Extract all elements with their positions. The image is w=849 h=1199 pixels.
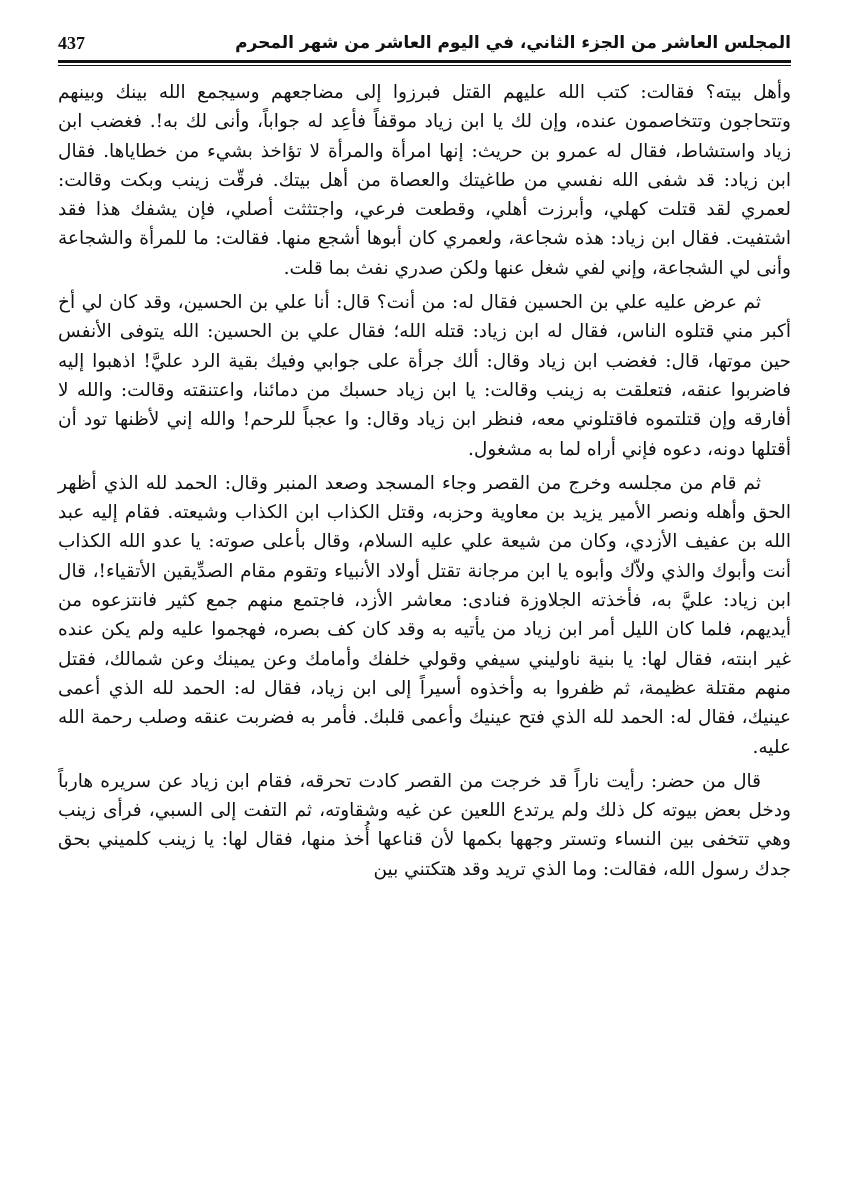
paragraph: ثم قام من مجلسه وخرج من القصر وجاء المسجد وصعد المنبر وقال: الحمد لله الذي أظهر الحق وأهله ونصر الأمير يزيد بن معاوية وحزبه، وقتل الكذاب ابن الكذاب وشيعته. فقام إليه عبد الله بن عفيف الأزدي، وكان من شيعة علي عليه السلام، وقال بأعلى صوته: يا عدو الله الكذاب أنت وأبوك والذي ولاّك وأبوه يا ابن مرجانة تقتل أولاد الأنبياء وتقوم مقام الصدِّيقين الأتقياء!، قال ابن زياد: عليَّ به، فأخذته الجلاوزة فنادى: معاشر الأزد، فاجتمع منهم جمع كثير فانتزعوه من أيديهم، فلما كان الليل أمر ابن زياد من يأتيه به وقد كان كف بصره، فهجموا عليه ولم يكن عنده غير ابنته، فقال لها: يا بنية ناوليني سيفي وقولي خلفك وأمامك وعن يمينك وعن شمالك، فقتل منهم مقتلة عظيمة، ثم ظفروا به وأخذوه أسيراً إلى ابن زياد، فقال له: الحمد لله الذي أعمى عينيك، فقال له: الحمد لله الذي فتح عينيك وأعمى قلبك. فأمر به فضربت عنقه وصلب رحمة الله عليه. bbox=[58, 472, 791, 758]
header-title: المجلس العاشر من الجزء الثاني، في اليوم العاشر من شهر المحرم bbox=[235, 33, 791, 53]
page-number: 437 bbox=[58, 33, 85, 53]
header-rule bbox=[58, 60, 791, 66]
paragraph: ثم عرض عليه علي بن الحسين فقال له: من أنت؟ قال: أنا علي بن الحسين، وقد كان لي أخ أكبر مني قتلوه الناس، فقال له ابن زياد: قتله الله؛ فقال علي بن الحسين: الله يتوفى الأنفس حين موتها، قال: فغضب ابن زياد وقال: ألك جرأة على جوابي وفيك بقية الرد عليَّ! اذهبوا إليه فاضربوا عنقه، فتعلقت به زينب وقالت: يا ابن زياد حسبك من دمائنا، واعتنقته وقالت: والله لا أفارقه وإن قتلتموه فاقتلوني معه، فنظر ابن زياد وقال: وا عجباً للرحم! والله إني لأظنها تود أن أقتلها دونه، دعوه فإني أراه لما به مشغول. bbox=[58, 292, 791, 460]
running-header bbox=[58, 30, 791, 56]
body-text bbox=[58, 78, 791, 884]
book-page bbox=[58, 30, 791, 889]
paragraph: وأهل بيته؟ فقالت: كتب الله عليهم القتل فبرزوا إلى مضاجعهم وسيجمع الله بينك وبينهم وتتحاجون وتتخاصمون عنده، وإن لك يا ابن زياد موقفاً فأعِد له جواباً، وأنى لك به!. فغضب ابن زياد واستشاط، فقال له عمرو بن حريث: إنها امرأة والمرأة لا تؤاخذ بشيء من خطاياها. فقال ابن زياد: قد شفى الله نفسي من طاغيتك والعصاة من أهل بيتك. فرقّت زينب وبكت وقالت: لعمري لقد قتلت كهلي، وأبرزت أهلي، وقطعت فرعي، واجتثثت أصلي، فإن يشفك هذا فقد اشتفيت. فقال ابن زياد: هذه شجاعة، ولعمري كان أبوها أشجع منها. فقالت: ما للمرأة والشجاعة وأنى لي الشجاعة، وإني لفي شغل عنها ولكن صدري نفث بما قلت. bbox=[58, 82, 791, 279]
paragraph: قال من حضر: رأيت ناراً قد خرجت من القصر كادت تحرقه، فقام ابن زياد عن سريره هارباً ودخل بعض بيوته كل ذلك ولم يرتدع اللعين عن غيه وشقاوته، ثم التفت إلى السبي، فرأى زينب وهي تتخفى بين النساء وتستر وجهها بكمها لأن قناعها أُخذ منها، فقال لها: يا زينب كلميني بحق جدك رسول الله، فقالت: وما الذي تريد وقد هتكتني بين bbox=[58, 770, 791, 880]
